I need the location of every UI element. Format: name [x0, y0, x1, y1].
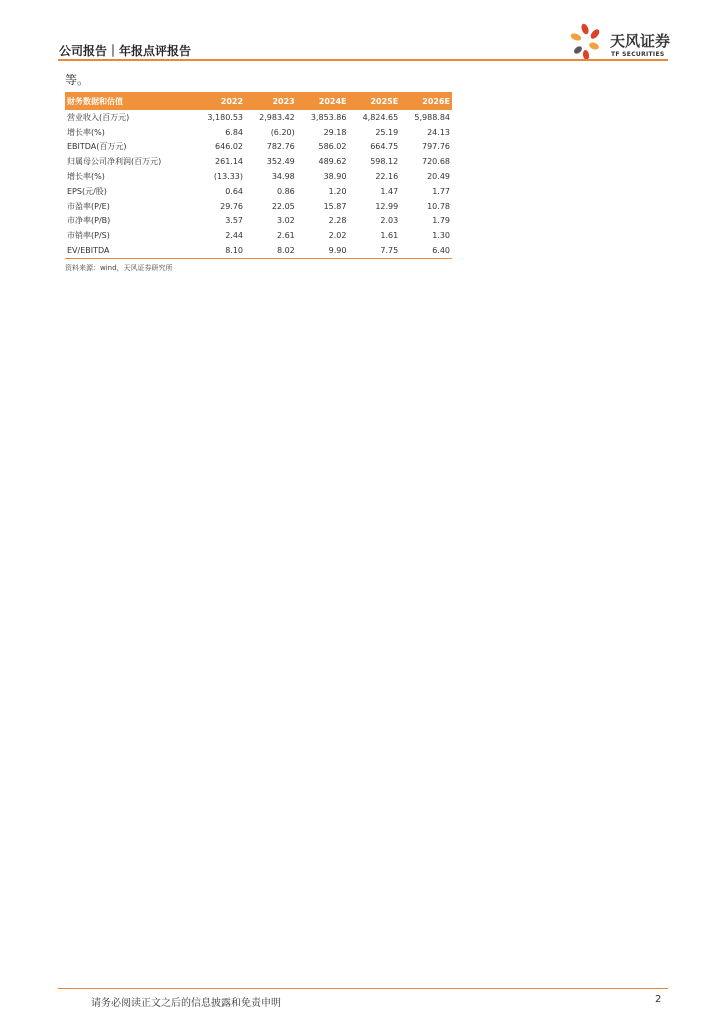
table-cell: 1.20: [328, 186, 347, 196]
table-cell: 34.98: [271, 172, 295, 182]
table-cell: 29.76: [220, 201, 244, 211]
row-label: 归属母公司净利润(百万元): [67, 157, 162, 167]
table-cell: 1.30: [432, 231, 450, 241]
table-header-cell: 2026E: [422, 96, 450, 106]
company-logo: [569, 22, 679, 62]
table-cell: 3,853.86: [310, 112, 347, 122]
table-cell: 2.28: [328, 216, 347, 226]
table-cell: 0.86: [276, 186, 295, 196]
table-header-row: [65, 92, 452, 110]
table-row: [65, 154, 452, 169]
table-header-cell: 财务数据和估值: [67, 96, 123, 106]
table-cell: 598.12: [370, 157, 399, 167]
table-cell: 646.02: [215, 142, 244, 152]
table-header-cell: 2025E: [370, 96, 399, 106]
table-cell: 6.40: [400, 243, 452, 258]
table-cell: 1.61: [380, 231, 399, 241]
logo-name: 天风证券: [610, 32, 671, 50]
table-cell: 8.10: [193, 243, 245, 258]
table-cell: 29.18: [323, 127, 347, 137]
lead-text: 等。: [65, 73, 90, 87]
table-cell: 720.68: [422, 157, 450, 167]
logo-flower-icon: [569, 22, 609, 62]
table-cell: 12.99: [375, 201, 399, 211]
financial-data-table: [65, 92, 452, 259]
table-row: [65, 184, 452, 199]
disclaimer-text: 请务必阅读正文之后的信息披露和免责申明: [91, 998, 281, 1009]
table-cell: 9.90: [297, 243, 349, 258]
table-row: [65, 214, 452, 229]
table-row: [65, 110, 452, 125]
table-cell: 0.64: [225, 186, 244, 196]
row-label: 市盈率(P/E): [67, 201, 110, 211]
table-cell: 2.02: [328, 231, 347, 241]
table-header-cell: 2022: [220, 96, 244, 106]
data-source-note: 资料来源：wind，天风证券研究所: [65, 264, 173, 272]
table-cell: 5,988.84: [414, 112, 450, 122]
page-number: 2: [655, 994, 662, 1005]
row-label: EV/EBITDA: [65, 243, 193, 258]
table-cell: 24.13: [427, 127, 450, 137]
table-cell: 15.87: [323, 201, 347, 211]
row-label: 增长率(%): [67, 127, 105, 137]
table-cell: 22.05: [271, 201, 295, 211]
logo-subtitle: TF SECURITIES: [611, 51, 665, 58]
table-cell: 2.61: [276, 231, 295, 241]
table-cell: (13.33): [213, 172, 244, 182]
table-header-cell: 2023: [272, 96, 295, 106]
table-cell: 2.03: [380, 216, 399, 226]
table-cell: 3,180.53: [207, 112, 244, 122]
table-row: [65, 243, 452, 258]
table-cell: 38.90: [323, 172, 347, 182]
table-cell: 8.02: [245, 243, 297, 258]
table-cell: 782.76: [266, 142, 295, 152]
table-cell: 20.49: [427, 172, 450, 182]
table-row: [65, 125, 452, 140]
table-cell: 489.62: [318, 157, 347, 167]
table-cell: 1.77: [432, 186, 450, 196]
row-label: EPS(元/股): [67, 186, 107, 196]
row-label: 市净率(P/B): [67, 216, 111, 226]
table-cell: 25.19: [375, 127, 399, 137]
report-type-title: 公司报告｜年报点评报告: [59, 44, 192, 58]
table-cell: 4,824.65: [362, 112, 399, 122]
footer-divider: [58, 988, 668, 989]
table-cell: 22.16: [375, 172, 399, 182]
row-label: 市销率(P/S): [67, 231, 110, 241]
table-row: [65, 140, 452, 155]
table-cell: (6.20): [270, 127, 295, 137]
table-cell: 2.44: [225, 231, 244, 241]
table-cell: 6.84: [225, 127, 244, 137]
table-row: [65, 228, 452, 243]
table-cell: 1.47: [380, 186, 399, 196]
row-label: 增长率(%): [67, 172, 105, 182]
table-cell: 7.75: [348, 243, 400, 258]
table-cell: 10.78: [427, 201, 450, 211]
table-cell: 261.14: [215, 157, 244, 167]
row-label: EBITDA(百万元): [67, 142, 127, 152]
table-cell: 1.79: [432, 216, 450, 226]
table-cell: 797.76: [422, 142, 450, 152]
header-divider: [58, 59, 668, 61]
table-cell: 3.57: [225, 216, 244, 226]
row-label: 营业收入(百万元): [67, 112, 130, 122]
table-cell: 664.75: [370, 142, 399, 152]
table-cell: 586.02: [318, 142, 347, 152]
table-row: [65, 199, 452, 214]
table-row: [65, 169, 452, 184]
table-cell: 352.49: [266, 157, 295, 167]
table-cell: 2,983.42: [259, 112, 295, 122]
table-cell: 3.02: [276, 216, 295, 226]
table-header-cell: 2024E: [318, 96, 347, 106]
